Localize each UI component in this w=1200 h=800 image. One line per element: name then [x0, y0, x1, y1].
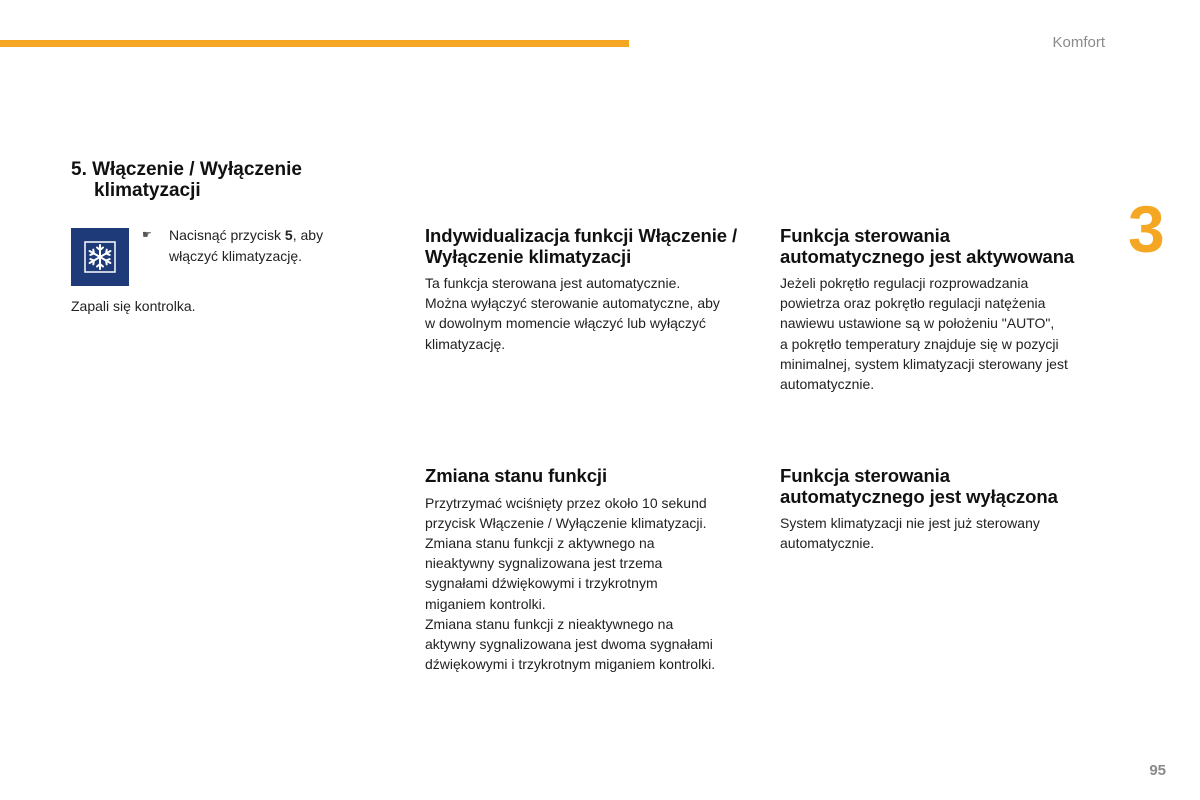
snowflake-icon: [71, 228, 129, 286]
body-line: aktywny sygnalizowana jest dwoma sygnałami: [425, 635, 713, 652]
title-line: Zmiana stanu funkcji: [425, 465, 608, 486]
section-title: [780, 226, 1115, 267]
section-label: Komfort: [1052, 34, 1105, 51]
body-line: Można wyłączyć sterowanie automatyczne, aby: [425, 295, 720, 312]
body-line: automatycznie.: [780, 535, 875, 552]
body-line: nieaktywny sygnalizowana jest trzema: [425, 555, 663, 572]
title-line: Indywidualizacja funkcji Włączenie /: [425, 225, 738, 246]
section-title: [425, 226, 760, 267]
instruction-text: [142, 225, 362, 266]
indicator-note: Zapali się kontrolka.: [71, 298, 196, 314]
body-line: nawiewu ustawione są w położeniu "AUTO",: [780, 315, 1055, 332]
body-line: Zmiana stanu funkcji z nieaktywnego na: [425, 615, 674, 632]
chapter-number: 3: [1128, 192, 1165, 266]
header-accent-bar: [0, 40, 629, 47]
auto-control-active-section: [780, 226, 1115, 394]
body-line: sygnałami dźwiękowymi i trzykrotnym: [425, 575, 658, 592]
title-line: automatycznego jest wyłączona: [780, 485, 1058, 507]
body-line: klimatyzację.: [425, 335, 506, 352]
title-line: Funkcja sterowania: [780, 465, 950, 486]
section-body: [425, 273, 760, 354]
section-body: [780, 513, 1115, 553]
body-line: Przytrzymać wciśnięty przez około 10 sekund: [425, 494, 707, 511]
customization-section: [425, 226, 760, 354]
heading-line: 5. Włączenie / Wyłączenie: [71, 159, 302, 180]
section-title: [780, 466, 1115, 507]
button-number: 5: [284, 227, 293, 243]
ac-toggle-heading: [71, 159, 302, 201]
body-line: minimalnej, system klimatyzacji sterowany jest: [780, 355, 1068, 372]
auto-control-disabled-section: [780, 466, 1115, 553]
page-number: 95: [1149, 762, 1166, 779]
body-line: dźwiękowymi i trzykrotnym miganiem kontrolki.: [425, 656, 716, 673]
heading-line: klimatyzacji: [94, 180, 201, 201]
instruction-text-end: , aby włączyć klimatyzację.: [169, 227, 324, 264]
body-line: Jeżeli pokrętło regulacji rozprowadzania: [780, 275, 1029, 291]
pointing-hand-icon: ☛: [142, 229, 152, 241]
instruction-item: [142, 225, 362, 266]
body-line: przycisk Włączenie / Wyłączenie klimatyzacji.: [425, 514, 707, 531]
section-title: [425, 466, 760, 487]
body-line: System klimatyzacji nie jest już sterowany: [780, 515, 1040, 531]
state-change-section: [425, 466, 760, 674]
body-line: Zmiana stanu funkcji z aktywnego na: [425, 534, 655, 551]
title-line: Wyłączenie klimatyzacji: [425, 245, 632, 267]
body-line: automatycznie.: [780, 376, 875, 393]
section-body: [425, 493, 760, 675]
body-line: w dowolnym momencie włączyć lub wyłączyć: [425, 315, 706, 332]
title-line: Funkcja sterowania: [780, 225, 950, 246]
body-line: powietrza oraz pokrętło regulacji natężenia: [780, 295, 1046, 312]
body-line: Ta funkcja sterowana jest automatycznie.: [425, 275, 681, 291]
body-line: a pokrętło temperatury znajduje się w pozycji: [780, 335, 1059, 352]
instruction-text-start: Nacisnąć przycisk: [169, 227, 285, 243]
body-line: miganiem kontrolki.: [425, 595, 546, 612]
section-body: [780, 273, 1115, 394]
title-line: automatycznego jest aktywowana: [780, 245, 1075, 267]
